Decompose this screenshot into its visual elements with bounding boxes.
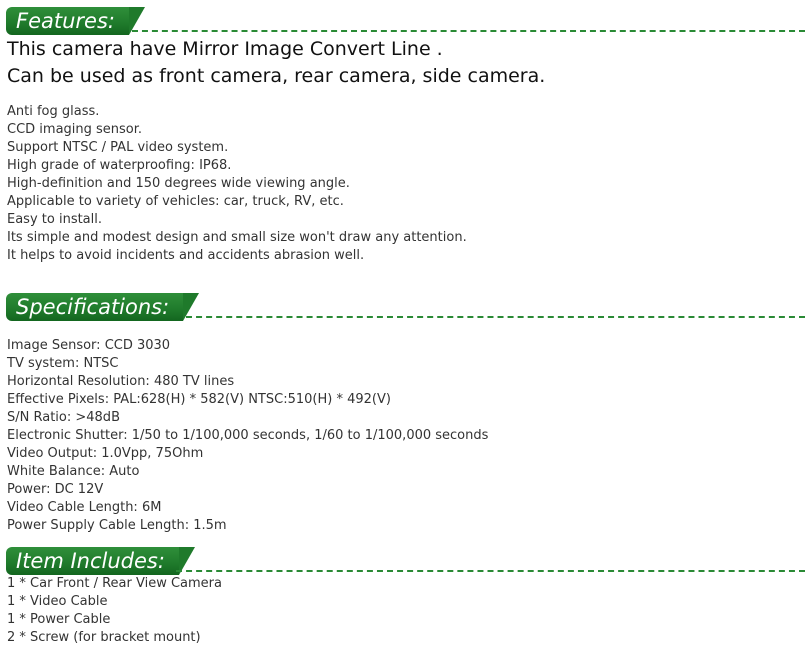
features-title: Features: — [6, 7, 129, 35]
list-item: Image Sensor: CCD 3030 — [7, 338, 171, 353]
list-item: Anti fog glass. — [7, 104, 100, 119]
list-item: S/N Ratio: >48dB — [7, 410, 120, 425]
list-item: 1 * Video Cable — [7, 594, 108, 609]
list-item: 1 * Car Front / Rear View Camera — [7, 576, 222, 591]
list-item: White Balance: Auto — [7, 464, 140, 479]
list-item: High-definition and 150 degrees wide viewing angle. — [7, 176, 350, 191]
specifications-title: Specifications: — [6, 293, 183, 321]
list-item: Power Supply Cable Length: 1.5m — [7, 518, 227, 533]
headline-line: This camera have Mirror Image Convert Line . — [7, 38, 443, 60]
includes-list — [7, 575, 222, 647]
list-item: Electronic Shutter: 1/50 to 1/100,000 seconds, 1/60 to 1/100,000 seconds — [7, 428, 489, 443]
list-item: 1 * Power Cable — [7, 612, 111, 627]
headline-line: Can be used as front camera, rear camera, side camera. — [7, 65, 546, 87]
list-item: It helps to avoid incidents and accidents abrasion well. — [7, 248, 365, 263]
list-item: 2 * Screw (for bracket mount) — [7, 630, 201, 645]
list-item: Its simple and modest design and small size won't draw any attention. — [7, 230, 467, 245]
includes-title: Item Includes: — [6, 547, 179, 575]
includes-divider — [176, 570, 805, 572]
features-headline — [7, 36, 545, 90]
features-list — [7, 103, 467, 265]
list-item: Effective Pixels: PAL:628(H) * 582(V) NTSC:510(H) * 492(V) — [7, 392, 391, 407]
list-item: Power: DC 12V — [7, 482, 104, 497]
specifications-list — [7, 337, 488, 535]
list-item: High grade of waterproofing: IP68. — [7, 158, 232, 173]
features-header — [6, 7, 805, 35]
list-item: Horizontal Resolution: 480 TV lines — [7, 374, 235, 389]
list-item: Easy to install. — [7, 212, 103, 227]
features-divider — [132, 30, 805, 32]
list-item: Applicable to variety of vehicles: car, truck, RV, etc. — [7, 194, 344, 209]
list-item: Video Output: 1.0Vpp, 75Ohm — [7, 446, 204, 461]
specifications-divider — [186, 316, 805, 318]
list-item: Video Cable Length: 6M — [7, 500, 162, 515]
list-item: CCD imaging sensor. — [7, 122, 143, 137]
list-item: TV system: NTSC — [7, 356, 119, 371]
list-item: Support NTSC / PAL video system. — [7, 140, 229, 155]
specifications-header — [6, 293, 805, 321]
includes-header — [6, 547, 805, 575]
